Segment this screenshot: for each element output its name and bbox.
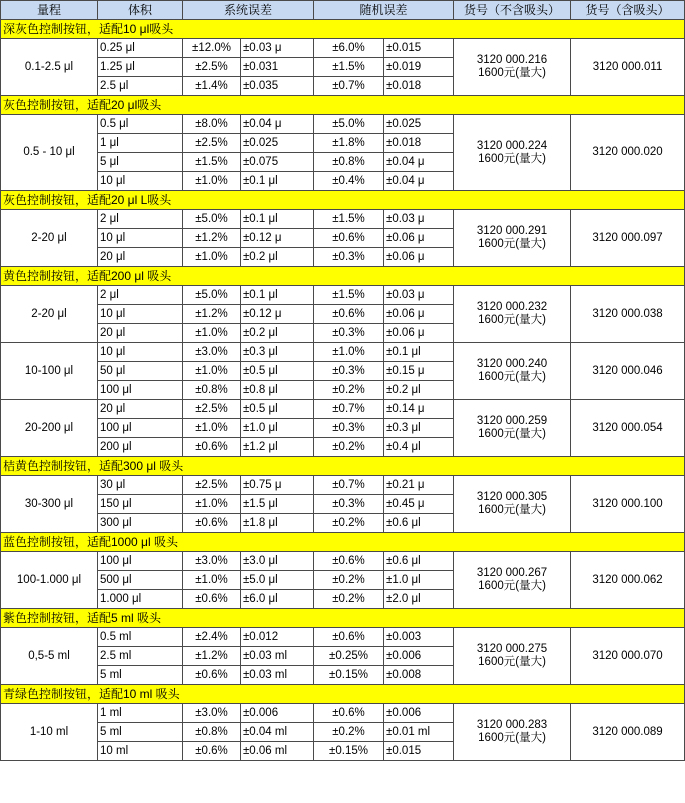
volume-cell: 2 μl (98, 286, 183, 305)
systematic-error-absolute-cell: ±1.0 μl (241, 419, 314, 438)
header-cat-no-without-tips: 货号（不含吸头） (454, 1, 571, 20)
random-error-absolute-cell: ±2.0 μl (384, 590, 454, 609)
systematic-error-percent-cell: ±0.8% (183, 723, 241, 742)
systematic-error-percent-cell: ±0.6% (183, 438, 241, 457)
cat-no-without-tips-cell (454, 343, 571, 400)
volume-cell: 10 μl (98, 172, 183, 191)
systematic-error-percent-cell: ±3.0% (183, 343, 241, 362)
systematic-error-percent-cell: ±0.6% (183, 514, 241, 533)
systematic-error-absolute-cell: ±0.1 μl (241, 172, 314, 191)
volume-cell: 0.5 μl (98, 115, 183, 134)
cat-no-without-tips: 3120 000.305 (476, 491, 548, 503)
range-cell: 30-300 μl (1, 476, 98, 533)
systematic-error-percent-cell: ±1.0% (183, 495, 241, 514)
table-row (1, 115, 685, 134)
systematic-error-percent-cell: ±1.0% (183, 362, 241, 381)
systematic-error-absolute-cell: ±0.03 ml (241, 666, 314, 685)
random-error-absolute-cell: ±0.14 μ (384, 400, 454, 419)
random-error-absolute-cell: ±0.3 μl (384, 419, 454, 438)
header-row (1, 1, 685, 20)
price-label: 1600元(量大) (478, 314, 546, 326)
volume-cell: 20 μl (98, 248, 183, 267)
random-error-percent-cell: ±1.5% (314, 286, 384, 305)
random-error-percent-cell: ±0.6% (314, 628, 384, 647)
volume-cell: 100 μl (98, 419, 183, 438)
cat-no-without-tips-cell (454, 552, 571, 609)
systematic-error-percent-cell: ±0.8% (183, 381, 241, 400)
systematic-error-absolute-cell: ±0.12 μ (241, 229, 314, 248)
volume-cell: 0.25 μl (98, 39, 183, 58)
random-error-absolute-cell: ±0.03 μ (384, 210, 454, 229)
random-error-percent-cell: ±0.7% (314, 476, 384, 495)
random-error-percent-cell: ±0.6% (314, 704, 384, 723)
group-title: 灰色控制按钮，适配20 μl吸头 (1, 96, 685, 115)
cat-no-without-tips: 3120 000.259 (476, 415, 548, 427)
header-volume: 体积 (98, 1, 183, 20)
systematic-error-absolute-cell: ±0.04 μ (241, 115, 314, 134)
random-error-absolute-cell: ±0.006 (384, 647, 454, 666)
random-error-percent-cell: ±0.7% (314, 77, 384, 96)
volume-cell: 2.5 μl (98, 77, 183, 96)
volume-cell: 1.25 μl (98, 58, 183, 77)
price-label: 1600元(量大) (478, 732, 546, 744)
cat-no-with-tips-cell: 3120 000.062 (571, 552, 685, 609)
systematic-error-absolute-cell: ±1.5 μl (241, 495, 314, 514)
table-row (1, 39, 685, 58)
cat-no-without-tips: 3120 000.283 (476, 719, 548, 731)
price-label: 1600元(量大) (478, 67, 546, 79)
table-row (1, 400, 685, 419)
random-error-percent-cell: ±0.3% (314, 495, 384, 514)
systematic-error-percent-cell: ±2.5% (183, 400, 241, 419)
volume-cell: 1 μl (98, 134, 183, 153)
volume-cell: 2.5 ml (98, 647, 183, 666)
systematic-error-absolute-cell: ±0.031 (241, 58, 314, 77)
systematic-error-percent-cell: ±1.2% (183, 229, 241, 248)
cat-no-without-tips-cell (454, 286, 571, 343)
systematic-error-percent-cell: ±1.0% (183, 248, 241, 267)
table-row (1, 210, 685, 229)
cat-no-with-tips-cell: 3120 000.089 (571, 704, 685, 761)
cat-no-without-tips-cell (454, 39, 571, 96)
cat-no-without-tips-cell (454, 476, 571, 533)
price-label: 1600元(量大) (478, 371, 546, 383)
price-label: 1600元(量大) (478, 656, 546, 668)
systematic-error-absolute-cell: ±0.5 μl (241, 362, 314, 381)
cat-no-without-tips: 3120 000.224 (476, 139, 548, 152)
volume-cell: 100 μl (98, 552, 183, 571)
range-cell: 0.1-2.5 μl (1, 39, 98, 96)
range-cell: 0.5 - 10 μl (1, 115, 98, 191)
cat-no-with-tips-cell: 3120 000.054 (571, 400, 685, 457)
random-error-absolute-cell: ±0.45 μ (384, 495, 454, 514)
systematic-error-absolute-cell: ±0.12 μ (241, 305, 314, 324)
range-cell: 10-100 μl (1, 343, 98, 400)
cat-no-with-tips-cell: 3120 000.097 (571, 210, 685, 267)
group-title: 灰色控制按钮，适配20 μl L吸头 (1, 191, 685, 210)
random-error-percent-cell: ±0.6% (314, 305, 384, 324)
random-error-absolute-cell: ±1.0 μl (384, 571, 454, 590)
range-cell: 20-200 μl (1, 400, 98, 457)
cat-no-with-tips-cell: 3120 000.100 (571, 476, 685, 533)
volume-cell: 10 μl (98, 229, 183, 248)
systematic-error-absolute-cell: ±0.2 μl (241, 324, 314, 343)
volume-cell: 10 μl (98, 305, 183, 324)
random-error-absolute-cell: ±0.003 (384, 628, 454, 647)
range-cell: 2-20 μl (1, 210, 98, 267)
volume-cell: 5 μl (98, 153, 183, 172)
price-label: 1600元(量大) (478, 152, 546, 165)
random-error-absolute-cell: ±0.1 μl (384, 343, 454, 362)
systematic-error-absolute-cell: ±0.75 μ (241, 476, 314, 495)
random-error-percent-cell: ±1.5% (314, 210, 384, 229)
systematic-error-percent-cell: ±1.2% (183, 647, 241, 666)
random-error-percent-cell: ±0.15% (314, 742, 384, 761)
volume-cell: 50 μl (98, 362, 183, 381)
random-error-absolute-cell: ±0.2 μl (384, 381, 454, 400)
systematic-error-percent-cell: ±3.0% (183, 552, 241, 571)
volume-cell: 100 μl (98, 381, 183, 400)
cat-no-without-tips-cell (454, 628, 571, 685)
header-systematic-error: 系统误差 (183, 1, 314, 20)
random-error-percent-cell: ±0.15% (314, 666, 384, 685)
random-error-absolute-cell: ±0.018 (384, 134, 454, 153)
systematic-error-percent-cell: ±3.0% (183, 704, 241, 723)
systematic-error-absolute-cell: ±0.006 (241, 704, 314, 723)
group-header-row (1, 533, 685, 552)
systematic-error-absolute-cell: ±0.025 (241, 134, 314, 153)
volume-cell: 30 μl (98, 476, 183, 495)
cat-no-without-tips: 3120 000.267 (476, 567, 548, 579)
random-error-percent-cell: ±1.5% (314, 58, 384, 77)
random-error-absolute-cell: ±0.019 (384, 58, 454, 77)
volume-cell: 2 μl (98, 210, 183, 229)
header-range: 量程 (1, 1, 98, 20)
random-error-absolute-cell: ±0.4 μl (384, 438, 454, 457)
systematic-error-percent-cell: ±12.0% (183, 39, 241, 58)
systematic-error-absolute-cell: ±1.8 μl (241, 514, 314, 533)
systematic-error-absolute-cell: ±0.075 (241, 153, 314, 172)
random-error-absolute-cell: ±0.025 (384, 115, 454, 134)
price-label: 1600元(量大) (478, 504, 546, 516)
random-error-percent-cell: ±0.3% (314, 419, 384, 438)
group-header-row (1, 96, 685, 115)
cat-no-without-tips-cell (454, 704, 571, 761)
volume-cell: 5 ml (98, 666, 183, 685)
table-row (1, 628, 685, 647)
cat-no-without-tips-cell (454, 115, 571, 191)
group-header-row (1, 191, 685, 210)
random-error-percent-cell: ±0.25% (314, 647, 384, 666)
systematic-error-absolute-cell: ±0.2 μl (241, 248, 314, 267)
random-error-absolute-cell: ±0.01 ml (384, 723, 454, 742)
group-title: 桔黄色控制按钮，适配300 μl 吸头 (1, 457, 685, 476)
group-title: 黄色控制按钮，适配200 μl 吸头 (1, 267, 685, 286)
header-random-error: 随机误差 (314, 1, 454, 20)
cat-no-without-tips: 3120 000.216 (476, 54, 548, 66)
random-error-absolute-cell: ±0.015 (384, 39, 454, 58)
systematic-error-absolute-cell: ±0.5 μl (241, 400, 314, 419)
random-error-absolute-cell: ±0.6 μl (384, 514, 454, 533)
range-cell: 2-20 μl (1, 286, 98, 343)
systematic-error-absolute-cell: ±0.06 ml (241, 742, 314, 761)
systematic-error-percent-cell: ±0.6% (183, 590, 241, 609)
cat-no-without-tips-cell (454, 400, 571, 457)
systematic-error-absolute-cell: ±6.0 μl (241, 590, 314, 609)
cat-no-without-tips: 3120 000.275 (476, 643, 548, 655)
cat-no-with-tips-cell: 3120 000.020 (571, 115, 685, 191)
volume-cell: 1.000 μl (98, 590, 183, 609)
volume-cell: 150 μl (98, 495, 183, 514)
price-label: 1600元(量大) (478, 580, 546, 592)
systematic-error-absolute-cell: ±3.0 μl (241, 552, 314, 571)
systematic-error-percent-cell: ±2.4% (183, 628, 241, 647)
random-error-percent-cell: ±0.4% (314, 172, 384, 191)
table-row (1, 343, 685, 362)
group-title: 紫色控制按钮，适配5 ml 吸头 (1, 609, 685, 628)
volume-cell: 200 μl (98, 438, 183, 457)
group-header-row (1, 609, 685, 628)
cat-no-without-tips: 3120 000.291 (476, 225, 548, 237)
cat-no-without-tips: 3120 000.240 (476, 358, 548, 370)
table-body (1, 20, 685, 761)
volume-cell: 0.5 ml (98, 628, 183, 647)
random-error-absolute-cell: ±0.06 μ (384, 305, 454, 324)
range-cell: 1-10 ml (1, 704, 98, 761)
random-error-percent-cell: ±0.8% (314, 153, 384, 172)
group-header-row (1, 267, 685, 286)
group-title: 蓝色控制按钮，适配1000 μl 吸头 (1, 533, 685, 552)
systematic-error-percent-cell: ±1.0% (183, 419, 241, 438)
random-error-percent-cell: ±0.3% (314, 324, 384, 343)
systematic-error-absolute-cell: ±1.2 μl (241, 438, 314, 457)
random-error-percent-cell: ±1.0% (314, 343, 384, 362)
price-label: 1600元(量大) (478, 238, 546, 250)
systematic-error-absolute-cell: ±0.1 μl (241, 210, 314, 229)
systematic-error-percent-cell: ±0.6% (183, 666, 241, 685)
systematic-error-percent-cell: ±1.0% (183, 172, 241, 191)
random-error-absolute-cell: ±0.21 μ (384, 476, 454, 495)
random-error-absolute-cell: ±0.008 (384, 666, 454, 685)
systematic-error-percent-cell: ±1.2% (183, 305, 241, 324)
volume-cell: 20 μl (98, 324, 183, 343)
systematic-error-percent-cell: ±1.0% (183, 571, 241, 590)
header-cat-no-with-tips: 货号（含吸头） (571, 1, 685, 20)
volume-cell: 20 μl (98, 400, 183, 419)
systematic-error-percent-cell: ±2.5% (183, 134, 241, 153)
table-row (1, 704, 685, 723)
systematic-error-absolute-cell: ±0.8 μl (241, 381, 314, 400)
cat-no-with-tips-cell: 3120 000.011 (571, 39, 685, 96)
range-cell: 0,5-5 ml (1, 628, 98, 685)
systematic-error-absolute-cell: ±0.3 μl (241, 343, 314, 362)
random-error-absolute-cell: ±0.04 μ (384, 172, 454, 191)
random-error-absolute-cell: ±0.15 μ (384, 362, 454, 381)
cat-no-without-tips-cell (454, 210, 571, 267)
random-error-percent-cell: ±0.3% (314, 248, 384, 267)
systematic-error-percent-cell: ±1.0% (183, 324, 241, 343)
group-header-row (1, 457, 685, 476)
random-error-absolute-cell: ±0.015 (384, 742, 454, 761)
random-error-percent-cell: ±0.2% (314, 590, 384, 609)
cat-no-with-tips-cell: 3120 000.070 (571, 628, 685, 685)
volume-cell: 5 ml (98, 723, 183, 742)
random-error-percent-cell: ±0.2% (314, 438, 384, 457)
random-error-absolute-cell: ±0.06 μ (384, 248, 454, 267)
systematic-error-percent-cell: ±2.5% (183, 58, 241, 77)
random-error-absolute-cell: ±0.018 (384, 77, 454, 96)
cat-no-without-tips: 3120 000.232 (476, 301, 548, 313)
group-title: 青绿色控制按钮，适配10 ml 吸头 (1, 685, 685, 704)
systematic-error-absolute-cell: ±0.04 ml (241, 723, 314, 742)
volume-cell: 1 ml (98, 704, 183, 723)
group-header-row (1, 685, 685, 704)
systematic-error-absolute-cell: ±0.03 μ (241, 39, 314, 58)
systematic-error-absolute-cell: ±0.03 ml (241, 647, 314, 666)
random-error-absolute-cell: ±0.06 μ (384, 229, 454, 248)
random-error-absolute-cell: ±0.006 (384, 704, 454, 723)
random-error-absolute-cell: ±0.06 μ (384, 324, 454, 343)
systematic-error-percent-cell: ±2.5% (183, 476, 241, 495)
systematic-error-absolute-cell: ±0.035 (241, 77, 314, 96)
random-error-absolute-cell: ±0.6 μl (384, 552, 454, 571)
volume-cell: 300 μl (98, 514, 183, 533)
group-title: 深灰色控制按钮，适配10 μl吸头 (1, 20, 685, 39)
random-error-percent-cell: ±0.2% (314, 723, 384, 742)
table-row (1, 286, 685, 305)
random-error-percent-cell: ±0.6% (314, 552, 384, 571)
random-error-absolute-cell: ±0.04 μ (384, 153, 454, 172)
volume-cell: 500 μl (98, 571, 183, 590)
random-error-percent-cell: ±5.0% (314, 115, 384, 134)
random-error-percent-cell: ±6.0% (314, 39, 384, 58)
volume-cell: 10 ml (98, 742, 183, 761)
volume-cell: 10 μl (98, 343, 183, 362)
systematic-error-percent-cell: ±1.5% (183, 153, 241, 172)
systematic-error-percent-cell: ±1.4% (183, 77, 241, 96)
systematic-error-percent-cell: ±5.0% (183, 210, 241, 229)
random-error-percent-cell: ±0.2% (314, 571, 384, 590)
table-row (1, 552, 685, 571)
random-error-percent-cell: ±0.3% (314, 362, 384, 381)
range-cell: 100-1.000 μl (1, 552, 98, 609)
systematic-error-percent-cell: ±5.0% (183, 286, 241, 305)
systematic-error-absolute-cell: ±0.1 μl (241, 286, 314, 305)
random-error-percent-cell: ±0.2% (314, 381, 384, 400)
random-error-percent-cell: ±0.6% (314, 229, 384, 248)
cat-no-with-tips-cell: 3120 000.046 (571, 343, 685, 400)
systematic-error-percent-cell: ±0.6% (183, 742, 241, 761)
systematic-error-absolute-cell: ±0.012 (241, 628, 314, 647)
table-row (1, 476, 685, 495)
systematic-error-percent-cell: ±8.0% (183, 115, 241, 134)
random-error-percent-cell: ±0.2% (314, 514, 384, 533)
systematic-error-absolute-cell: ±5.0 μl (241, 571, 314, 590)
random-error-percent-cell: ±0.7% (314, 400, 384, 419)
group-header-row (1, 20, 685, 39)
random-error-absolute-cell: ±0.03 μ (384, 286, 454, 305)
random-error-percent-cell: ±1.8% (314, 134, 384, 153)
cat-no-with-tips-cell: 3120 000.038 (571, 286, 685, 343)
price-label: 1600元(量大) (478, 428, 546, 440)
